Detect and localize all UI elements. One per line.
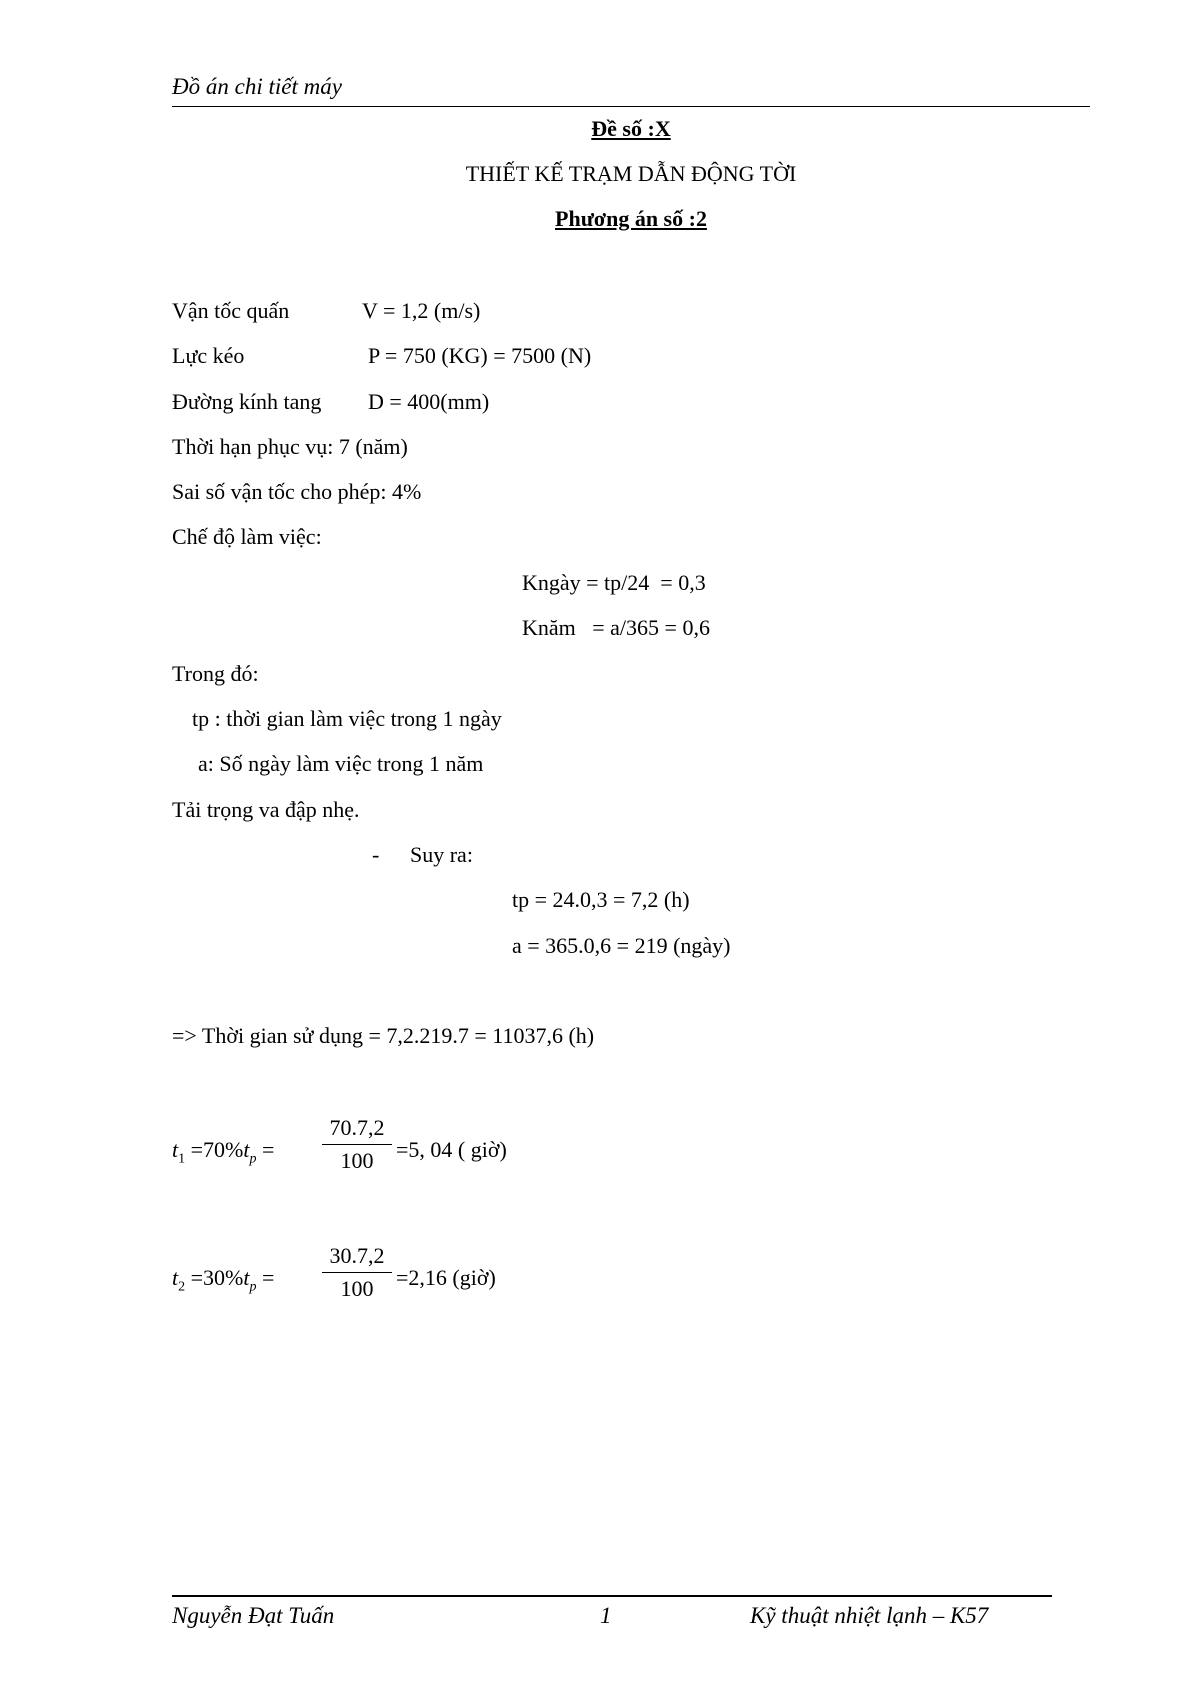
- formula-t2-denominator: 100: [340, 1276, 374, 1301]
- formula-t2-var: t: [172, 1265, 179, 1290]
- work-mode: Chế độ làm việc:: [172, 524, 322, 549]
- formula-t1-fraction: [322, 1115, 392, 1174]
- footer-author: Nguyễn Đạt Tuấn: [172, 1603, 335, 1628]
- formula-t2-fraction-bar: [322, 1272, 392, 1273]
- k-day-formula: Kngày = tp/24 = 0,3: [522, 570, 706, 595]
- list-dash: -: [372, 842, 380, 867]
- tp-definition: tp : thời gian làm việc trong 1 ngày: [192, 706, 502, 731]
- footer-divider: [172, 1595, 1052, 1597]
- service-life: Thời hạn phục vụ: 7 (năm): [172, 434, 408, 459]
- formula-t1-denominator: 100: [340, 1148, 374, 1173]
- formula-t1-pct: =70%: [185, 1137, 244, 1162]
- param-value-force: P = 750 (KG) = 7500 (N): [368, 343, 592, 368]
- formula-t2-lhs: [172, 1265, 274, 1295]
- footer-page-number: 1: [600, 1603, 612, 1628]
- formula-t2-tp: t: [243, 1265, 250, 1290]
- formula-t2-fraction: [322, 1243, 392, 1302]
- document-title: THIẾT KẾ TRẠM DẪN ĐỘNG TỜI: [465, 161, 797, 186]
- option-number: Phương án số :2: [555, 206, 707, 231]
- load-type: Tải trọng va đập nhẹ.: [172, 797, 360, 822]
- formula-t2-eq: =: [256, 1265, 275, 1290]
- header-title: Đồ án chi tiết máy: [172, 74, 342, 99]
- param-label-force: Lực kéo: [172, 343, 245, 368]
- formula-t1-fraction-bar: [322, 1144, 392, 1145]
- formula-t1-tp-sub: p: [249, 1151, 257, 1167]
- a-calculation: a = 365.0,6 = 219 (ngày): [512, 933, 731, 958]
- param-value-diameter: D = 400(mm): [368, 389, 490, 414]
- formula-t2-numerator: 30.7,2: [329, 1243, 385, 1268]
- tp-calculation: tp = 24.0,3 = 7,2 (h): [512, 887, 690, 912]
- formula-t1-lhs: [172, 1137, 274, 1167]
- formula-t1-eq: =: [256, 1137, 275, 1162]
- param-value-speed: V = 1,2 (m/s): [362, 298, 481, 323]
- total-usage-time: => Thời gian sử dụng = 7,2.219.7 = 11037,6 (h): [172, 1023, 595, 1048]
- formula-t2-result: =2,16 (giờ): [396, 1265, 496, 1290]
- a-definition: a: Số ngày làm việc trong 1 năm: [198, 751, 484, 776]
- formula-t2-sub: 2: [178, 1279, 186, 1295]
- conclusion-label: Suy ra:: [410, 842, 473, 867]
- header-divider: [172, 106, 1090, 107]
- param-label-diameter: Đường kính tang: [172, 389, 322, 414]
- footer-department: Kỹ thuật nhiệt lạnh – K57: [750, 1603, 989, 1628]
- formula-t1-sub: 1: [178, 1151, 186, 1167]
- formula-t1-numerator: 70.7,2: [329, 1115, 385, 1140]
- where-label: Trong đó:: [172, 661, 259, 686]
- speed-error: Sai số vận tốc cho phép: 4%: [172, 479, 422, 504]
- formula-t2-pct: =30%: [185, 1265, 244, 1290]
- topic-number: Đề số :X: [591, 116, 671, 141]
- param-label-speed: Vận tốc quấn: [172, 298, 290, 323]
- formula-t1-var: t: [172, 1137, 179, 1162]
- formula-t2-tp-sub: p: [249, 1279, 257, 1295]
- formula-t1-result: =5, 04 ( giờ): [396, 1137, 507, 1162]
- k-year-formula: Knăm = a/365 = 0,6: [522, 615, 710, 640]
- formula-t1-tp: t: [243, 1137, 250, 1162]
